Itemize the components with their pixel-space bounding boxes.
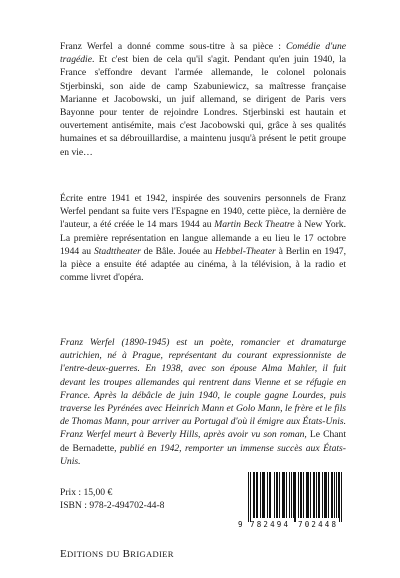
biography-paragraph xyxy=(60,336,346,468)
publisher-name xyxy=(60,548,174,560)
theatre-name-2: Stadttheater xyxy=(93,245,141,257)
barcode-bar xyxy=(250,472,251,522)
biography-text-2: , publié en 1942, remporter un immense succès aux États-Unis. xyxy=(60,442,346,467)
barcode-bar xyxy=(310,472,311,518)
barcode-bar xyxy=(318,472,319,518)
publisher-word-1-cap: E xyxy=(60,548,68,560)
barcode-lead-digit: 9 xyxy=(238,520,243,529)
barcode-bar xyxy=(331,472,332,518)
barcode-bar xyxy=(276,472,277,518)
barcode-bar xyxy=(307,472,308,518)
play-subtitle: Comédie d'une tragédie xyxy=(60,41,347,66)
barcode-bar xyxy=(260,472,261,518)
barcode-bar xyxy=(308,472,309,518)
barcode-bar xyxy=(325,472,326,518)
history-text-1: Écrite entre 1941 et 1942, inspirée des souvenirs personnels de Franz Werfel pendant sa fuite vers l'Espagne en 1940, cette pièce, la dernière de l'auteur, a été créée le 14 mars 1944 au xyxy=(60,193,346,231)
synopsis-text-2: . Et c'est bien de cela qu'il s'agit. Pendant qu'en juin 1940, la France s'effondre devant l'armée allemande, le colonel polonais Stjerbinski, son aide de camp Szabuniewicz, sa maîtresse française Marianne et Jacobowski, un juif allemand, se dirigent de Paris vers Bayonne pour tenter de rejoindre Londres. Stjerbinski est hautain et ouvertement antisémite, mais c'est Jacobowski qui, grâce à ses qualités humaines et sa débrouillardise, a maintenu jusqu'à présent le petit groupe en vie… xyxy=(60,54,346,158)
barcode-bar xyxy=(328,472,329,518)
barcode-bar xyxy=(263,472,264,518)
barcode-graphic xyxy=(236,470,348,530)
history-text-3: de Bâle. Jouée au xyxy=(140,245,215,257)
barcode-bar xyxy=(339,472,340,522)
barcode-bar xyxy=(341,472,342,522)
barcode-bar xyxy=(322,472,323,518)
synopsis-paragraph xyxy=(60,40,346,159)
barcode-bar xyxy=(326,472,327,518)
barcode-bar xyxy=(316,472,317,518)
barcode-bar xyxy=(314,472,315,518)
barcode-bar xyxy=(313,472,314,518)
barcode-bar xyxy=(248,472,249,522)
barcode-left-digits: 782494 xyxy=(250,520,288,529)
barcode-bar xyxy=(283,472,284,518)
barcode-bar xyxy=(279,472,280,518)
barcode-bar xyxy=(336,472,337,518)
barcode-bars xyxy=(248,472,342,522)
price-label: Prix : 15,00 € xyxy=(60,487,113,498)
biography-text-1: Franz Werfel (1890-1945) est un poète, romancier et dramaturge autrichien, né à Prague, représentant du courant expressionniste de l'entre-deux-guerres. En 1938, avec son épouse Alma Mahler, il fuit devant les troupes allemandes qui rentrent dans Vienne et se réfugie en France. Après la débâcle de juin 1940, le couple gagne Lourdes, puis traverse les Pyrénées avec Heinrich Mann et Golo Mann, le frère et le fils de Thomas Mann, pour arriver au Portugal d'où il émigre aux États-Unis. Franz Werfel meurt à Beverly Hills, après avoir vu son roman, xyxy=(60,337,346,441)
barcode-right-digits: 702448 xyxy=(298,520,336,529)
barcode-bar xyxy=(253,472,254,518)
barcode xyxy=(236,470,348,530)
history-text-4: à Berlin en 1947, la pièce a ensuite été adaptée au cinéma, à la télévision, à la radio et comme livret d'opéra. xyxy=(60,245,346,284)
barcode-bar xyxy=(270,472,271,518)
barcode-bar xyxy=(303,472,304,518)
price-isbn-block xyxy=(60,486,164,512)
novel-title: Le Chant de Bernadette xyxy=(60,429,347,454)
barcode-bar xyxy=(286,472,287,518)
theatre-name-3: Hebbel-Theater xyxy=(215,245,276,257)
barcode-bar xyxy=(256,472,257,518)
history-paragraph xyxy=(60,192,346,284)
barcode-bar xyxy=(284,472,285,518)
barcode-bar xyxy=(257,472,258,518)
isbn-label: ISBN : 978-2-494702-44-8 xyxy=(60,500,165,512)
barcode-bar xyxy=(319,472,320,518)
barcode-bar xyxy=(277,472,278,518)
barcode-bar xyxy=(334,472,335,518)
barcode-bar xyxy=(289,472,290,518)
publisher-word-3-cap: B xyxy=(122,548,131,560)
barcode-bar xyxy=(267,472,268,518)
history-text-2: à New York. La première représentation en langue allemande a eu lieu le 17 octobre 1944 au xyxy=(60,219,347,257)
barcode-bar xyxy=(291,472,292,518)
barcode-bar xyxy=(298,472,299,518)
barcode-bar xyxy=(274,472,275,518)
barcode-bar xyxy=(269,472,270,518)
publisher-word-2: DU xyxy=(106,549,120,559)
publisher-word-3-rest: RIGADIER xyxy=(130,549,174,559)
theatre-name-1: Martin Beck Theatre xyxy=(214,219,295,231)
barcode-bar xyxy=(264,472,265,518)
barcode-bar xyxy=(254,472,255,518)
barcode-bar xyxy=(306,472,307,518)
barcode-bar xyxy=(301,472,302,518)
barcode-bar xyxy=(262,472,263,518)
barcode-bar xyxy=(293,472,294,518)
barcode-bar xyxy=(332,472,333,518)
barcode-bar xyxy=(324,472,325,518)
barcode-bar xyxy=(282,472,283,518)
barcode-bar xyxy=(338,472,339,518)
barcode-bar xyxy=(300,472,301,518)
publisher-word-1-rest: DITIONS xyxy=(67,549,104,559)
synopsis-text-1: Franz Werfel a donné comme sous-titre à sa pièce : xyxy=(60,41,287,52)
barcode-bar xyxy=(294,472,295,522)
barcode-bar xyxy=(295,472,296,522)
